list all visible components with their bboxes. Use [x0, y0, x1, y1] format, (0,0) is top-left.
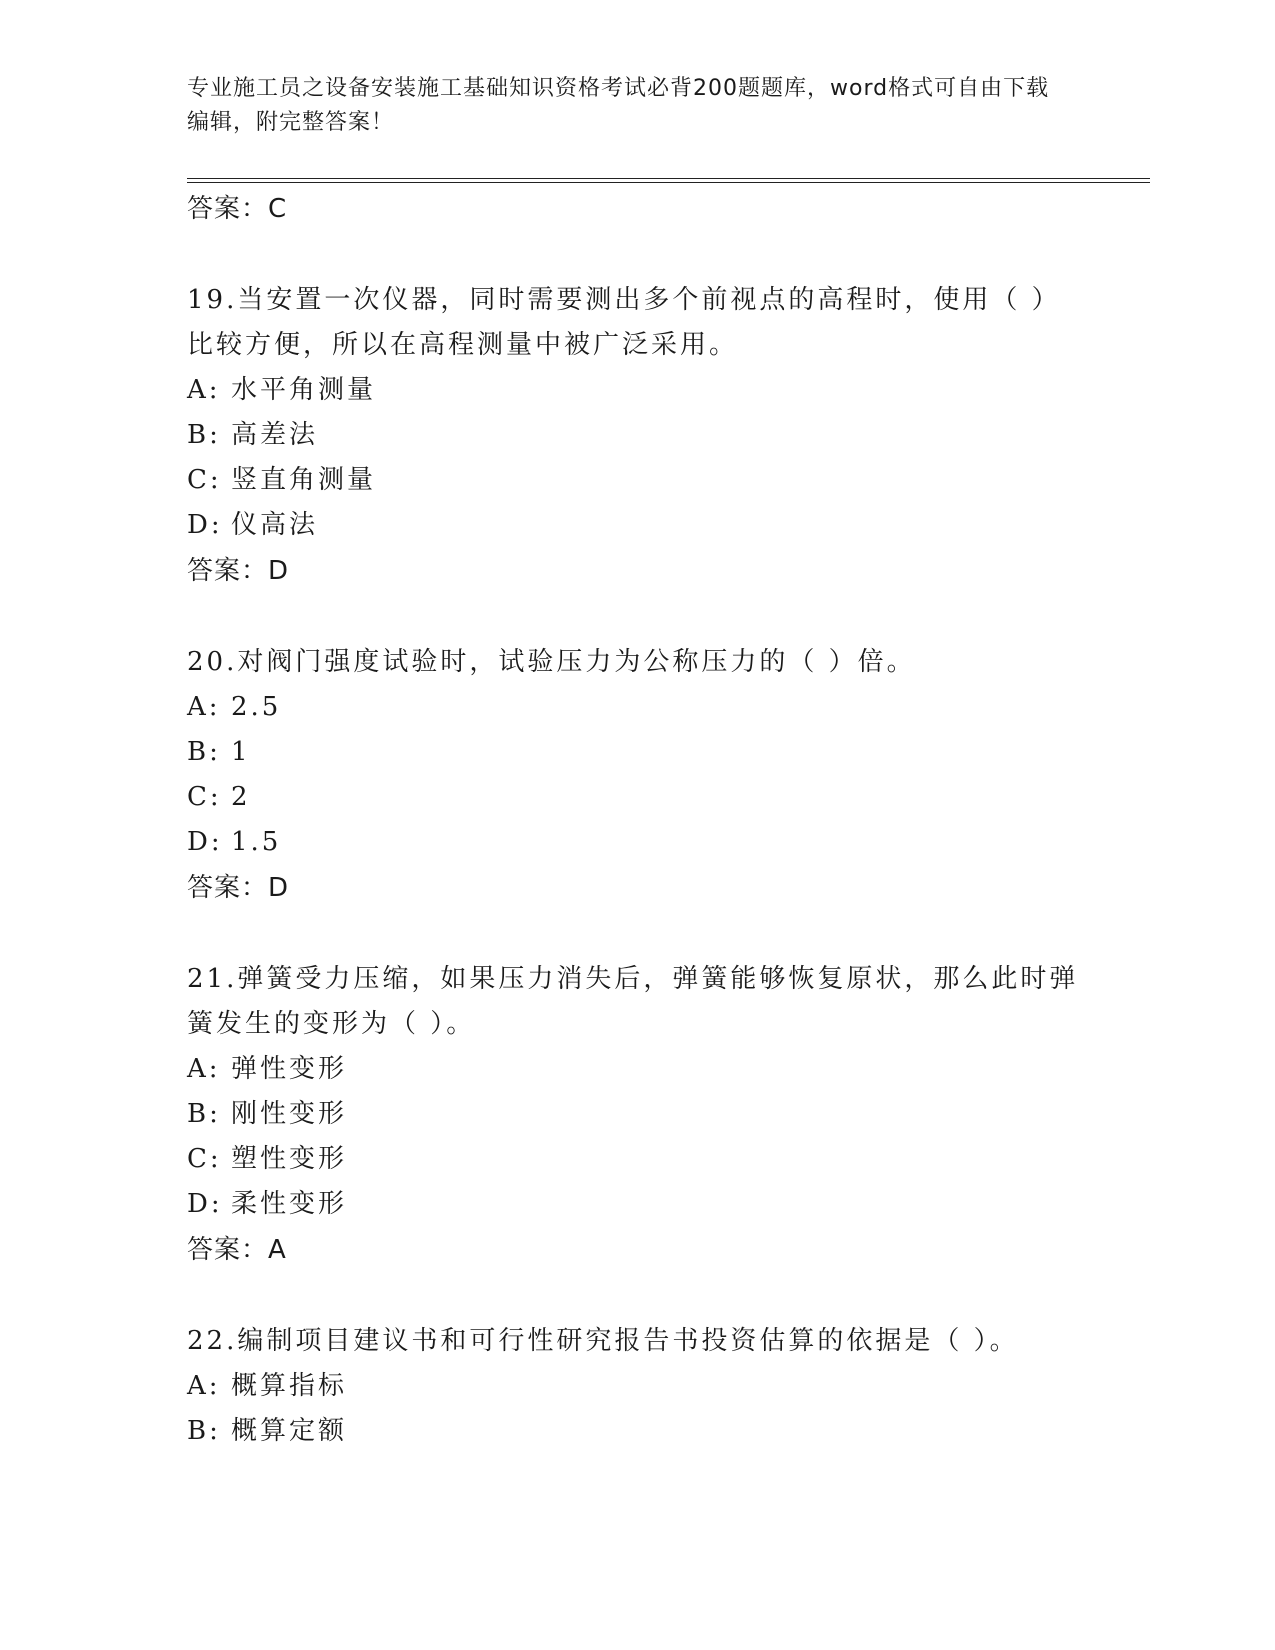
- answer-line: 答案：D: [187, 556, 290, 586]
- option-key: D:: [187, 827, 223, 857]
- option-c: [187, 458, 1087, 503]
- option-key: B:: [187, 737, 221, 767]
- option-c: [187, 1137, 1087, 1182]
- answer-line: 答案：D: [187, 873, 290, 903]
- option-key: D:: [187, 1189, 223, 1219]
- header-title: 专业施工员之设备安装施工基础知识资格考试必背200题题库，word格式可自由下载编辑，附完整答案！: [187, 76, 1050, 135]
- option-key: A:: [187, 1371, 221, 1401]
- option-text: 高差法: [231, 420, 319, 450]
- option-key: A:: [187, 1054, 221, 1084]
- option-key: A:: [187, 375, 221, 405]
- option-key: A:: [187, 692, 221, 722]
- option-b: [187, 1409, 1087, 1454]
- option-text: 1.5: [231, 827, 282, 857]
- option-key: B:: [187, 1099, 221, 1129]
- option-text: 水平角测量: [231, 375, 377, 405]
- question-block-19: [187, 278, 1087, 594]
- question-block-22: [187, 1319, 1087, 1454]
- option-key: C:: [187, 465, 222, 495]
- answer-line: 答案：C: [187, 194, 288, 224]
- option-text: 1: [231, 737, 251, 767]
- option-key: C:: [187, 782, 222, 812]
- document-header: [187, 72, 1067, 140]
- question-list: [187, 186, 1087, 1454]
- option-d: [187, 503, 1087, 548]
- option-d: [187, 1182, 1087, 1227]
- question-block-20: [187, 640, 1087, 911]
- option-text: 概算定额: [231, 1416, 348, 1446]
- option-a: [187, 685, 1087, 730]
- option-text: 柔性变形: [231, 1189, 348, 1219]
- option-text: 2.5: [231, 692, 282, 722]
- header-divider-bottom: [187, 182, 1150, 183]
- option-text: 弹性变形: [231, 1054, 348, 1084]
- header-divider-top: [187, 178, 1150, 179]
- question-text: 21.弹簧受力压缩，如果压力消失后，弹簧能够恢复原状，那么此时弹簧发生的变形为（ ）。: [187, 964, 1079, 1039]
- option-d: [187, 820, 1087, 865]
- option-a: [187, 1364, 1087, 1409]
- option-text: 2: [231, 782, 251, 812]
- option-key: D:: [187, 510, 223, 540]
- option-a: [187, 368, 1087, 413]
- option-text: 竖直角测量: [231, 465, 377, 495]
- option-b: [187, 413, 1087, 458]
- option-a: [187, 1047, 1087, 1092]
- question-text: 22.编制项目建议书和可行性研究报告书投资估算的依据是（ ）。: [187, 1326, 1019, 1356]
- option-c: [187, 775, 1087, 820]
- option-text: 概算指标: [231, 1371, 348, 1401]
- option-key: B:: [187, 420, 221, 450]
- option-text: 塑性变形: [231, 1144, 348, 1174]
- answer-line: 答案：A: [187, 1235, 287, 1265]
- option-key: C:: [187, 1144, 222, 1174]
- option-text: 仪高法: [231, 510, 319, 540]
- question-block-21: [187, 957, 1087, 1273]
- option-b: [187, 1092, 1087, 1137]
- option-key: B:: [187, 1416, 221, 1446]
- question-text: 19.当安置一次仪器，同时需要测出多个前视点的高程时，使用（ ）比较方便，所以在高程测量中被广泛采用。: [187, 285, 1061, 360]
- option-text: 刚性变形: [231, 1099, 348, 1129]
- question-text: 20.对阀门强度试验时，试验压力为公称压力的（ ）倍。: [187, 647, 916, 677]
- option-b: [187, 730, 1087, 775]
